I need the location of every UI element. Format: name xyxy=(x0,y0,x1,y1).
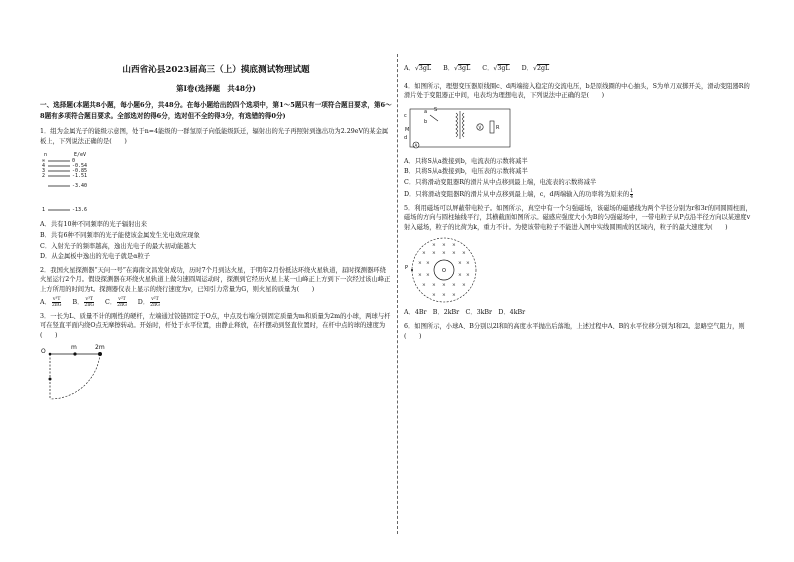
level-label: 4 xyxy=(42,163,46,170)
ball-m xyxy=(73,353,76,356)
svg-text:×: × xyxy=(432,243,436,249)
point-p xyxy=(411,269,413,271)
svg-text:×: × xyxy=(442,251,446,257)
question-2-option-b: B． $\frac{\text{v³T}}{2\pi G}$ xyxy=(72,296,95,308)
secondary-coil xyxy=(463,113,465,137)
transformer-circuit-diagram xyxy=(404,105,524,153)
level-label: 3 xyxy=(42,168,46,175)
svg-text:×: × xyxy=(418,273,422,279)
level-label: n xyxy=(44,152,48,159)
question-1-option-a: A．共有10种不同频率的光子辐射出来 xyxy=(40,221,148,229)
section-instructions: 一、选择题(本题共8小题，每小题6分，共48分。在每小题给出的四个选项中，第1～5题只有一项符合题目要求，第6～8题有多项符合题目要求。全部选对的得6分，选对但不全的得3分，有选错的得0分) xyxy=(40,101,392,120)
svg-text:×: × xyxy=(452,293,456,299)
question-3-options xyxy=(404,64,756,74)
energy-level-diagram xyxy=(40,150,150,216)
question-3-option-a: A．√3gL xyxy=(404,65,432,72)
level-energy: -0.85 xyxy=(72,168,88,175)
svg-text:×: × xyxy=(442,243,446,249)
question-2-option-c: C． $\frac{\text{v²T}}{2\pi G}$ xyxy=(105,296,127,308)
svg-text:×: × xyxy=(432,251,436,257)
level-label: 2 xyxy=(42,173,46,180)
question-1-option-d: D．从金属板中逸出的光电子就是α粒子 xyxy=(40,253,151,261)
motor-m-label: M xyxy=(405,126,410,133)
magnetic-field-diagram xyxy=(404,236,504,304)
part-title: 第Ⅰ卷(选择题 共48分) xyxy=(176,83,256,93)
ball-lower xyxy=(49,378,52,381)
question-2-option-d: D． $\frac{\text{v²T}}{2\pi G}$ xyxy=(137,296,160,308)
resistor-r-label: R xyxy=(496,124,500,131)
svg-text:×: × xyxy=(422,251,426,257)
level-energy: -13.6 xyxy=(72,207,88,214)
switch-arm xyxy=(430,115,438,121)
question-5 xyxy=(404,204,756,318)
question-3 xyxy=(40,312,392,401)
question-5-stem: 5．利用磁场可以屏蔽带电粒子。如图所示，真空中有一个匀强磁场，该磁场的磁感线为两个半径分别为r和3r的同圆圆柱面，磁场的方向与圆柱轴线平行，其横截面如图所示。磁感应强度大小为B的匀强磁场中，一带电粒子从P点沿半径方向以某速度v射入磁场，粒子的比荷为k，重力不计。为使该带电粒子不能进入图中实线圆围成的区域内，粒子的最大速度为( ) xyxy=(404,204,752,231)
center-o-label: O xyxy=(442,268,446,275)
column-divider xyxy=(397,54,398,534)
svg-text:×: × xyxy=(452,243,456,249)
level-energy: E/eV xyxy=(74,152,87,159)
voltmeter-label: V xyxy=(478,124,482,130)
svg-text:×: × xyxy=(462,283,466,289)
question-3-stem: 3．一长为L、质量不计的刚性的硬杆，左端通过铰链固定于O点，中点及右端分别固定质量为m和质量为2m的小球，两球与杆可在竖直平面内绕O点无摩擦转动。开始时，杆处于水平位置，由静止释放，在杆摆动到竖直位置时，在杆中点的球的速度为( ) xyxy=(40,312,391,339)
level-energy: -0.54 xyxy=(72,163,88,170)
rod-diagram xyxy=(40,344,130,400)
svg-text:×: × xyxy=(458,273,462,279)
switch-s-label: S xyxy=(434,106,438,113)
point-p-label: P xyxy=(405,265,409,272)
svg-text:×: × xyxy=(466,261,470,267)
left-column xyxy=(40,62,392,404)
pivot-label: O xyxy=(41,348,46,356)
question-2-options xyxy=(40,297,392,308)
question-5-options: A．4Br B．2kBr C．3kBr D．4kBr xyxy=(404,309,526,317)
svg-text:×: × xyxy=(432,283,436,289)
question-3-option-b: B．√3gL xyxy=(443,65,471,72)
level-energy: -1.51 xyxy=(72,173,88,180)
svg-text:×: × xyxy=(466,273,470,279)
level-energy: 0 xyxy=(72,158,76,165)
question-4 xyxy=(404,82,756,200)
svg-text:×: × xyxy=(458,261,462,267)
swing-arc xyxy=(50,354,100,399)
svg-text:×: × xyxy=(462,251,466,257)
svg-text:×: × xyxy=(452,283,456,289)
svg-text:×: × xyxy=(442,293,446,299)
right-column xyxy=(404,62,756,345)
question-3-option-d: D．√2gL xyxy=(521,65,550,72)
svg-text:×: × xyxy=(432,293,436,299)
question-4-stem: 4．如图所示，理想变压器原线圈c、d两端接入稳定的交流电压，b是原线圈的中心抽头，S为单刀双掷开关，滑动变阻器R的滑片处于变阻器正中间，电表均为理想电表，下列说法中正确的是( ) xyxy=(404,82,750,100)
terminal-b-label: b xyxy=(424,118,428,125)
level-label: 1 xyxy=(42,207,46,214)
level-energy: -3.40 xyxy=(72,183,88,190)
terminal-c-label: c xyxy=(404,112,407,119)
svg-text:×: × xyxy=(422,283,426,289)
level-label: ∞ xyxy=(42,158,46,165)
resistor-icon xyxy=(490,121,494,133)
ammeter-label: A xyxy=(414,142,418,148)
question-4-option-c: C．只将滑动变阻器R的滑片从中点移到最上端，电流表的示数将减半 xyxy=(404,178,597,186)
svg-text:×: × xyxy=(452,251,456,257)
page-title: 山西省沁县2023届高三（上）摸底测试物理试题 xyxy=(122,65,310,75)
question-1-option-c: C．入射光子的频率越高，逸出光电子的最大初动能越大 xyxy=(40,242,196,250)
primary-coil xyxy=(456,113,458,137)
terminal-a-label: a xyxy=(424,108,428,115)
question-2-option-a: A． $\frac{\text{v³T}}{2\pi G}$ xyxy=(40,296,62,308)
mass-2m-label: 2m xyxy=(95,344,105,352)
question-1-option-b: B．共有6种不同频率的光子能使该金属发生光电效应现象 xyxy=(40,231,200,239)
svg-text:×: × xyxy=(442,283,446,289)
svg-text:×: × xyxy=(418,261,422,267)
question-4-option-a: A．只将S从a拨接到b，电流表的示数将减半 xyxy=(404,157,528,165)
question-6-stem: 6．如图所示，小球A、B分别以2l和l的高度水平抛出后落地，上述过程中A、B的水平位移分别为l和2l。忽略空气阻力，则( ) xyxy=(404,322,745,340)
question-4-option-d: D．只将滑动变阻器R的滑片从中点移到最上端，c，d两端输入的功率将为原来的 $\frac{1}{4}$ xyxy=(404,188,634,200)
question-1 xyxy=(40,127,392,262)
svg-text:×: × xyxy=(426,261,430,267)
mass-m-label: m xyxy=(71,344,77,352)
question-1-stem: 1．组为金属光子的能级示意图，处于n=4能级的一群氢原子向低能级跃迁，辐射出的光子再照射到逸出功为2.29eV的某金属板上，下列说法正确的是( ) xyxy=(40,128,389,145)
question-3-option-c: C．√3gL xyxy=(482,65,510,72)
question-2 xyxy=(40,266,392,308)
question-2-stem: 2．我国火星探测器“天问一号”在海南文昌发射成功，历时7个月到达火星，于明年2月份抵达环绕火星轨道，届时探测器环绕火星运行2个月。假设探测器在环绕火星轨道上做匀速圆周运动时，探测到它经历火星上某一山峰正上方到下一次经过该山峰正上方所用的时间为t。探测器仪表上显示的绕行速度为v，已知引力常量为G，则火星的质量为( ) xyxy=(40,266,391,293)
question-6 xyxy=(404,322,756,341)
svg-text:×: × xyxy=(426,273,430,279)
question-4-option-b: B．只将S从a拨接到b，电压表的示数将减半 xyxy=(404,168,528,176)
terminal-d-label: d xyxy=(404,134,408,141)
